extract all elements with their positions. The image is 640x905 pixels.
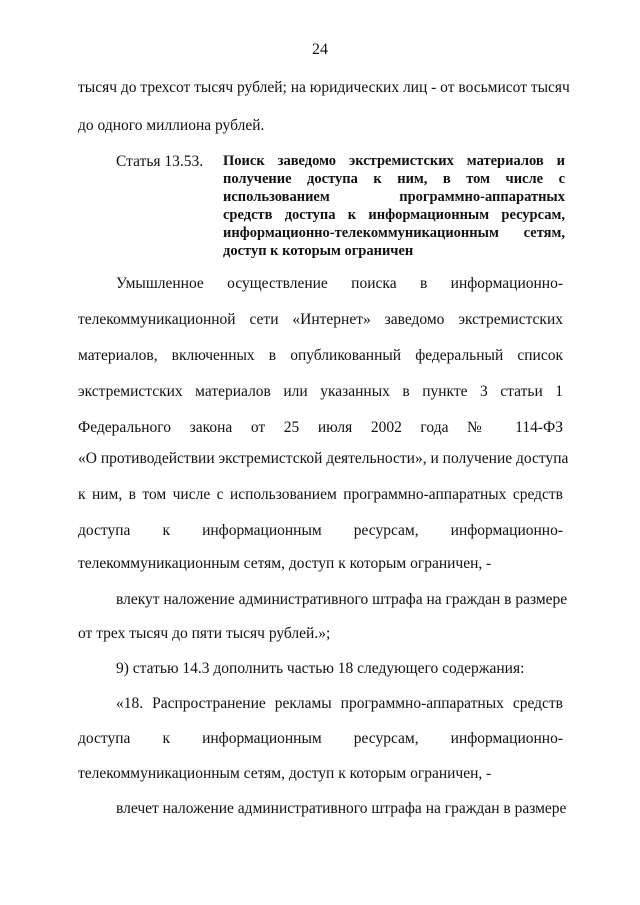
article-title-line: Поиск заведомо экстремистских материалов и xyxy=(223,153,565,169)
article-title-line: получение доступа к ним, в том числе с xyxy=(223,171,565,187)
top-line: тысяч до трехсот тысяч рублей; на юридических лиц - от восьмисот тысяч xyxy=(78,79,570,96)
body-line: материалов, включенных в опубликованный федеральный список xyxy=(78,347,563,364)
body-line: к ним, в том числе с использованием программно-аппаратных средств xyxy=(78,486,563,503)
body-line: Умышленное осуществление поиска в информационно- xyxy=(116,275,563,292)
body-line: телекоммуникационным сетям, доступ к которым ограничен, - xyxy=(78,765,492,782)
page-number: 24 xyxy=(312,41,328,58)
body-line: 9) статью 14.3 дополнить частью 18 следующего содержания: xyxy=(116,660,525,677)
body-line: от трех тысяч до пяти тысяч рублей.»; xyxy=(78,625,331,642)
top-line: до одного миллиона рублей. xyxy=(78,117,265,134)
body-line: экстремистских материалов или указанных в пункте 3 статьи 1 xyxy=(78,383,563,400)
article-title-line: средств доступа к информационным ресурсам, xyxy=(223,207,565,223)
body-line: влечет наложение административного штрафа на граждан в размере xyxy=(116,800,567,817)
article-label: Статья 13.53. xyxy=(116,153,204,170)
body-line: доступа к информационным ресурсам, информационно- xyxy=(78,730,563,747)
body-line: телекоммуникационным сетям, доступ к которым ограничен, - xyxy=(78,555,492,572)
article-title-line: использованием программно-аппаратных xyxy=(223,189,565,205)
article-title-line: доступ к которым ограничен xyxy=(223,243,414,259)
body-line: Федерального закона от 25 июля 2002 года № 114-ФЗ xyxy=(78,419,563,436)
body-line: «О противодействии экстремистской деятельности», и получение доступа xyxy=(78,450,569,467)
body-line: доступа к информационным ресурсам, информационно- xyxy=(78,522,563,539)
body-line: «18. Распространение рекламы программно-аппаратных средств xyxy=(116,695,563,712)
body-line: влекут наложение административного штрафа на граждан в размере xyxy=(116,591,568,608)
article-title-line: информационно-телекоммуникационным сетям, xyxy=(223,225,565,241)
body-line: телекоммуникационной сети «Интернет» заведомо экстремистских xyxy=(78,311,563,328)
